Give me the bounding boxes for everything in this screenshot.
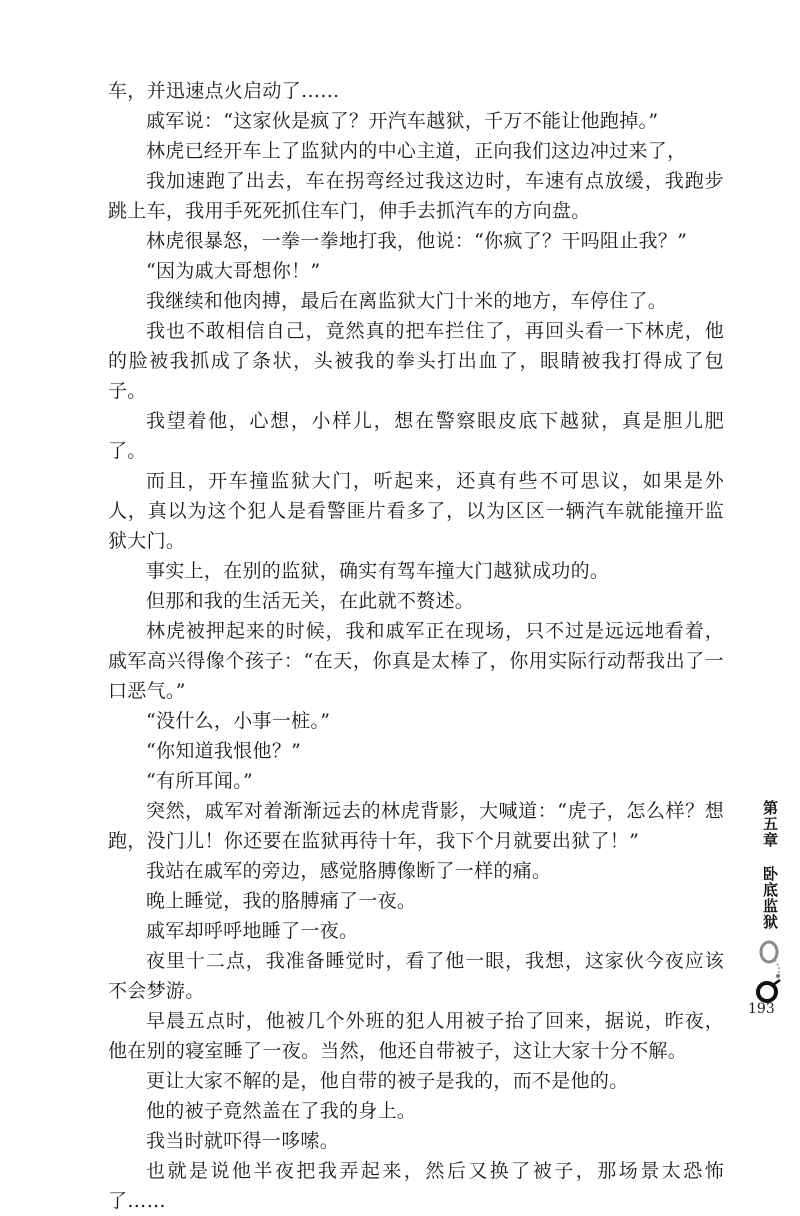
chapter-sidebar [757, 800, 783, 1008]
paragraph: 戚军说：“这家伙是疯了？开汽车越狱，千万不能让他跑掉。” [146, 110, 659, 132]
paragraph: 我也不敢相信自己，竟然真的把车拦住了，再回头看一下林虎，他的脸被我抓成了条状，头被我的拳头打出血了，眼睛被我打得成了包子。 [108, 320, 724, 402]
paragraph: 林虎被押起来的时候，我和戚军正在现场，只不过是远远地看着，戚军高兴得像个孩子：“在天，你真是太棒了，你用实际行动帮我出了一口恶气。” [108, 620, 724, 702]
paragraph: 也就是说他半夜把我弄起来，然后又换了被子，那场景太恐怖了…… [108, 1160, 724, 1212]
paragraph: 更让大家不解的是，他自带的被子是我的，而不是他的。 [146, 1070, 629, 1092]
paragraph: 我望着他，心想，小样儿，想在警察眼皮底下越狱，真是胆儿肥了。 [108, 410, 724, 462]
paragraph: 我站在戚军的旁边，感觉胳膊像断了一样的痛。 [146, 860, 552, 882]
paragraph: 而且，开车撞监狱大门，听起来，还真有些不可思议，如果是外人，真以为这个犯人是看警匪片看多了，以为区区一辆汽车就能撞开监狱大门。 [108, 470, 724, 552]
paragraph: 林虎很暴怒，一拳一拳地打我，他说：“你疯了？干吗阻止我？” [146, 230, 688, 252]
paragraph: 戚军却呼呼地睡了一夜。 [146, 920, 359, 942]
paragraph: “没什么，小事一桩。” [146, 710, 331, 732]
body-text [108, 76, 724, 1216]
paragraph: “有所耳闻。” [146, 770, 254, 792]
paragraph: 我继续和他肉搏，最后在离监狱大门十米的地方，车停住了。 [146, 290, 668, 312]
handcuff-icon [755, 936, 785, 1008]
paragraph: 突然，戚军对着渐渐远去的林虎背影，大喊道：“虎子，怎么样？想跑，没门儿！你还要在监狱再待十年，我下个月就要出狱了！” [108, 800, 724, 852]
chapter-title: 卧底监狱 [761, 866, 779, 930]
paragraph: 我当时就吓得一哆嗦。 [146, 1130, 340, 1152]
paragraph: 但那和我的生活无关，在此就不赘述。 [146, 590, 475, 612]
chapter-number: 第五章 [761, 800, 779, 848]
page-number: 193 [748, 1001, 775, 1017]
paragraph: 林虎已经开车上了监狱内的中心主道，正向我们这边冲过来了， [146, 140, 687, 162]
paragraph: 晚上睡觉，我的胳膊痛了一夜。 [146, 890, 417, 912]
paragraph: 车，并迅速点火启动了…… [108, 80, 340, 102]
paragraph: “你知道我恨他？” [146, 740, 302, 762]
paragraph: 我加速跑了出去，车在拐弯经过我这边时，车速有点放缓，我跑步跳上车，我用手死死抓住车门，伸手去抓汽车的方向盘。 [108, 170, 724, 222]
paragraph: 他的被子竟然盖在了我的身上。 [146, 1100, 417, 1122]
paragraph: 夜里十二点，我准备睡觉时，看了他一眼，我想，这家伙今夜应该不会梦游。 [108, 950, 724, 1002]
paragraph: 事实上，在别的监狱，确实有驾车撞大门越狱成功的。 [146, 560, 610, 582]
paragraph: 早晨五点时，他被几个外班的犯人用被子抬了回来，据说，昨夜，他在别的寝室睡了一夜。当然，他还自带被子，这让大家十分不解。 [108, 1010, 724, 1062]
paragraph: “因为戚大哥想你！” [146, 260, 321, 282]
